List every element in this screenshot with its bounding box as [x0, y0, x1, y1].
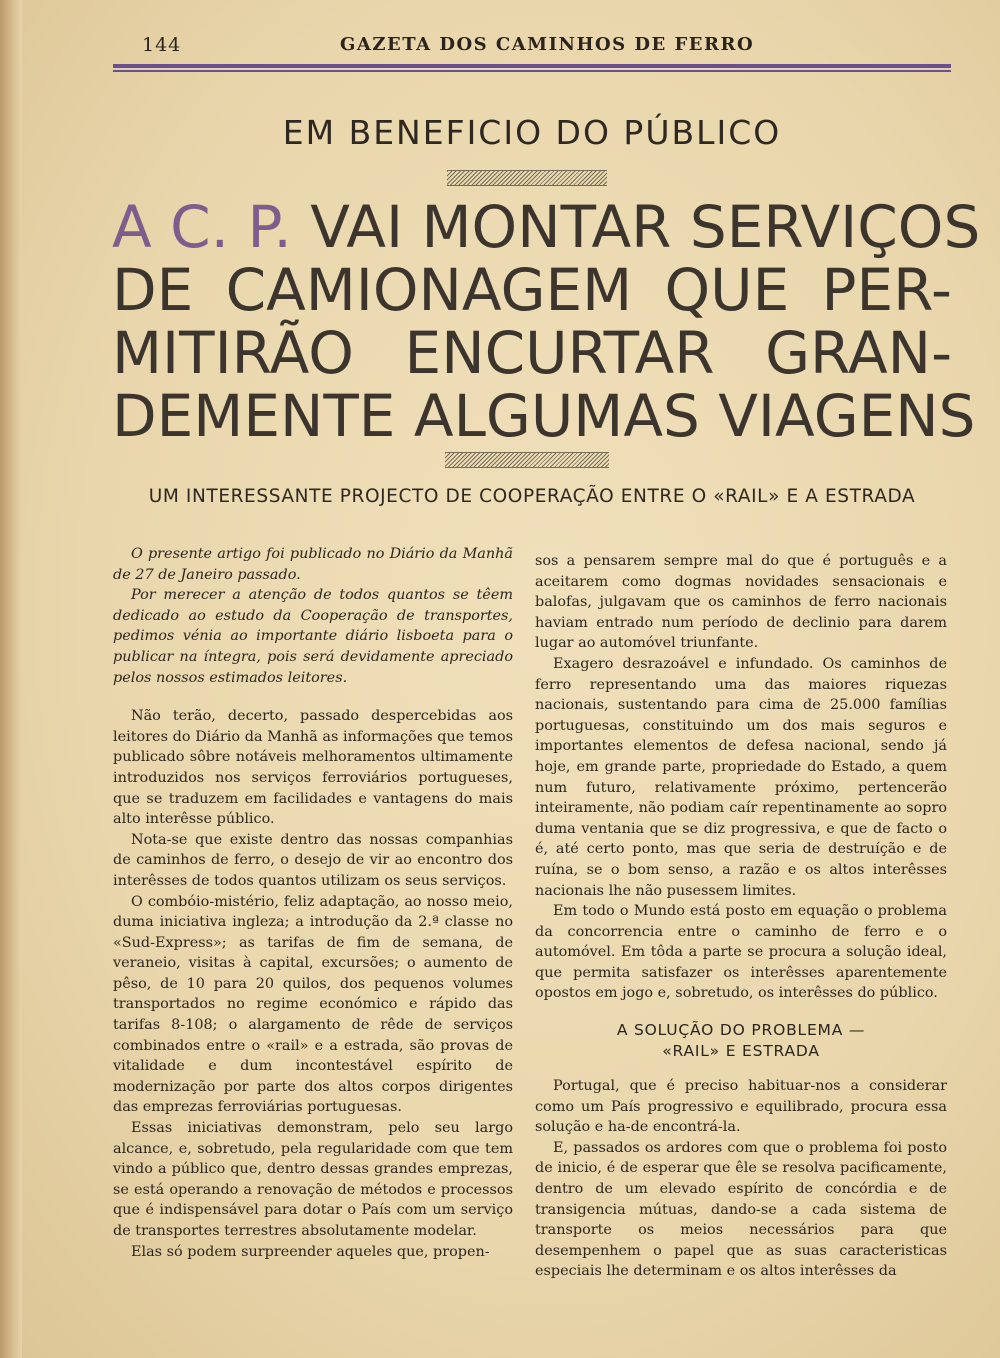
running-title: GAZETA DOS CAMINHOS DE FERRO	[340, 34, 755, 55]
kicker-title: EM BENEFICIO DO PÚBLICO	[282, 113, 782, 152]
headline-acp: A C. P.	[112, 193, 292, 261]
header-rule-thin	[113, 70, 951, 72]
intro-paragraph: O presente artigo foi publicado no Diário da Manhã de 27 de Janeiro passado.	[113, 546, 513, 583]
headline-line-2: DE CAMIONAGEM QUE PER-	[112, 256, 952, 324]
body-paragraph: sos a pensarem sempre mal do que é português e a aceitarem como dogmas novidades sensacionais e balofas, julgavam que os caminhos de ferro nacionais haviam entrado num período de declinio para darem lugar ao automóvel triunfante.	[535, 553, 947, 652]
body-paragraph: Elas só podem surpreender aqueles que, propen-	[131, 1243, 490, 1260]
section-title-line-1: A SOLUÇÃO DO PROBLEMA —	[616, 1021, 866, 1040]
page-header	[140, 32, 950, 62]
body-paragraph: O combóio-mistério, feliz adaptação, ao nosso meio, duma iniciativa ingleza; a introdução da 2.ª classe no «Sud-Express»; as tarifas de fim de semana, de veraneio, visitas à capital, excursões; o aumento de pêso, de 10 para 20 quilos, dos pequenos volumes transportados no regime económico e rápido das tarifas 8-108; o alargamento de rêde de serviços combinados entre o «rail» e a estrada, são provas de vitalidade e dum incontestável espírito de modernização por parte dos altos corpos dirigentes das emprezas ferroviárias portuguesas.	[113, 893, 513, 1116]
body-paragraph: Não terão, decerto, passado despercebidas aos leitores do Diário da Manhã as informações que temos publicado sôbre notáveis melhoramentos ultimamente introduzidos nos serviços ferroviários portugueses, que se traduzem em facilidades e vantagens do mais alto interêsse público.	[113, 708, 513, 828]
subheadline: UM INTERESSANTE PROJECTO DE COOPERAÇÃO ENTRE O «RAIL» E A ESTRADA	[148, 486, 916, 507]
editorial-note	[113, 544, 513, 688]
body-paragraph: Exagero desrazoável e infundado. Os caminhos de ferro representando uma das maiores riquezas nacionais, sustentando para cima de 25.000 famílias portuguesas, constituindo um dos mais seguros e importantes elementos de defesa nacional, sendo já hoje, em grande parte, propriedade do Estado, a quem num futuro, relativamente próximo, pertencerão inteiramente, não podiam caír repentinamente ao sopro duma ventania que se diz progressiva, e que de facto o é, até certo ponto, mas que seria de destruíção e de ruína, se o bom senso, a razão e os altos interêsses nacionais lhe não pusessem limites.	[535, 655, 947, 899]
headline-line-4: DEMENTE ALGUMAS VIAGENS	[112, 382, 976, 450]
left-column	[113, 544, 513, 1262]
intro-paragraph: Por merecer a atenção de todos quantos se têem dedicado ao estudo da Cooperação de transportes, pedimos vénia ao importante diário lisboeta para o publicar na íntegra, pois será devidamente apreciado pelos nossos estimados leitores.	[113, 587, 513, 686]
body-paragraph: Essas iniciativas demonstram, pelo seu largo alcance, e, sobretudo, pela regularidade com que tem vindo a público que, dentro dessas grandes emprezas, se está operando a renovação de métodos e processos que é indispensável para dotar o País com um serviço de transportes terrestres absolutamente modelar.	[113, 1120, 513, 1239]
section-title-line-2: «RAIL» E ESTRADA	[662, 1042, 820, 1061]
body-paragraph: Em todo o Mundo está posto em equação o problema da concorrencia entre o caminho de ferro e o automóvel. Em tôda a parte se procura a solução ideal, que permita satisfazer os interêsses aparentemente opostos em jogo e, sobretudo, os interêsses do público.	[535, 903, 947, 1002]
page-spine-shadow	[0, 0, 22, 1358]
ornament-divider-top	[447, 170, 607, 186]
right-column	[535, 551, 947, 1282]
ornament-divider-bottom	[445, 452, 609, 468]
headline-line-1	[112, 193, 981, 261]
headline-line-3: MITIRÃO ENCURTAR GRAN-	[112, 319, 952, 387]
headline	[112, 193, 981, 450]
body-paragraph: Nota-se que existe dentro das nossas companhias de caminhos de ferro, o desejo de vir ao encontro dos interêsses de todos quantos utilizam os seus serviços.	[113, 831, 513, 889]
header-rule	[113, 64, 951, 68]
body-paragraph: Portugal, que é preciso habituar-nos a considerar como um País progressivo e equilibrado, procura essa solução e ha-de encontrá-la.	[535, 1078, 947, 1136]
page-number: 144	[142, 34, 182, 56]
section-title	[535, 1020, 947, 1062]
headline-line-1-rest: VAI MONTAR SERVIÇOS	[291, 193, 981, 261]
body-paragraph: E, passados os ardores com que o problema foi posto de inicio, é de esperar que êle se resolva pacificamente, dentro de um elevado espírito de concórdia e de transigencia mútuas, dando-se a cada sistema de transporte os meios necessários para que desempenhem o papel que as suas caracteristicas especiais lhe determinam e os altos interêsses da	[535, 1139, 947, 1280]
